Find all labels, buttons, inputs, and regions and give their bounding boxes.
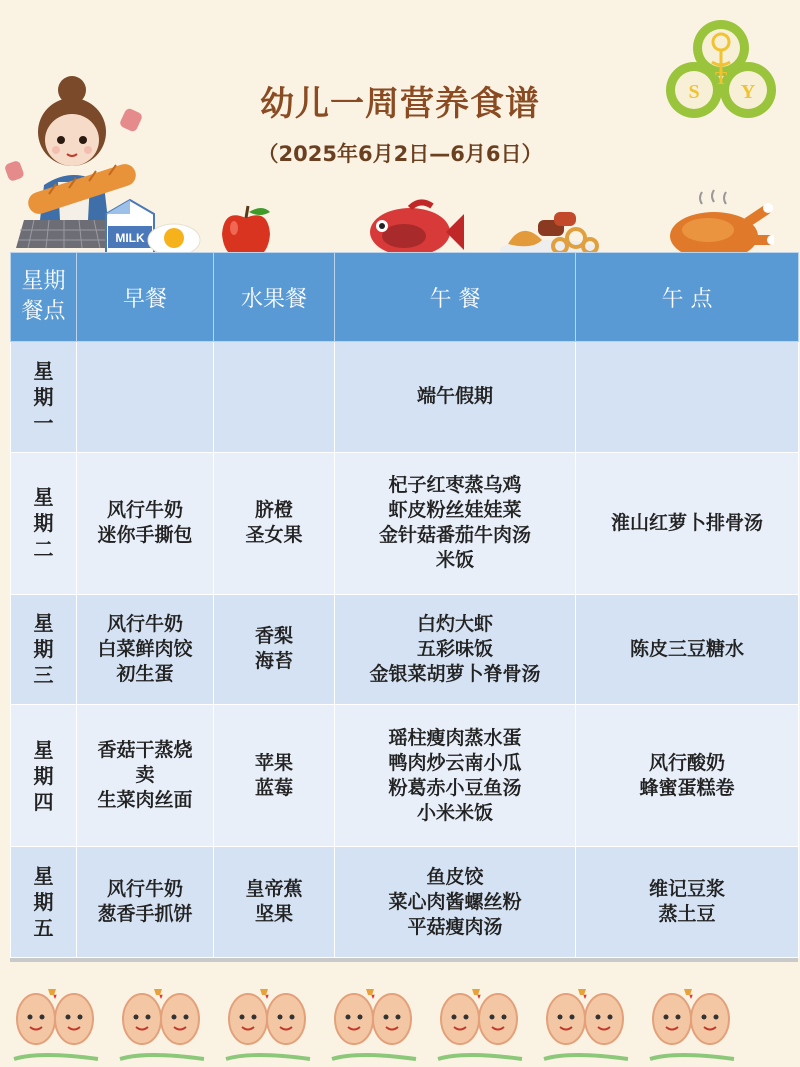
menu-item: 卖: [135, 764, 155, 787]
snack-cell: [576, 452, 799, 594]
menu-item: 风行牛奶: [106, 499, 183, 522]
logo-letter-s: S: [688, 81, 700, 103]
menu-item: 初生蛋: [116, 662, 174, 685]
table-shadow: [10, 958, 798, 962]
header-fruit: 水果餐: [214, 253, 335, 342]
menu-item: 海苔: [254, 650, 293, 673]
menu-item: 杞子红枣蒸乌鸡: [388, 474, 522, 497]
day-char: 星: [33, 864, 54, 889]
milk-label: MILK: [115, 231, 145, 245]
logo-letter-y: Y: [740, 81, 756, 103]
day-char: 四: [33, 789, 54, 814]
menu-item: 五彩味饭: [416, 637, 493, 660]
breakfast-cell: [77, 594, 214, 705]
menu-item: 生菜肉丝面: [97, 789, 193, 812]
menu-item: 风行酸奶: [648, 751, 725, 774]
snack-cell: [576, 847, 799, 958]
lunch-cell: [335, 705, 576, 847]
menu-item: 坚果: [254, 903, 293, 926]
menu-item: 香梨: [254, 625, 293, 648]
page-title: 幼儿一周营养食谱: [260, 84, 540, 124]
menu-item: 金针菇番茄牛肉汤: [378, 524, 531, 547]
table-row: [11, 594, 799, 705]
menu-item: 瑶柱瘦肉蒸水蛋: [388, 726, 522, 749]
menu-item: 小米米饭: [416, 801, 493, 824]
egg-pair: [120, 989, 204, 1059]
fruit-cell: [214, 847, 335, 958]
menu-item: 粉葛赤小豆鱼汤: [388, 776, 522, 799]
header-snack: 午 点: [576, 253, 799, 342]
day-char: 三: [33, 663, 54, 688]
menu-item: 脐橙: [254, 499, 293, 522]
header-corner-weekday: 星期: [21, 269, 66, 294]
menu-item: 鸭肉炒云南小瓜: [388, 751, 522, 774]
egg-pair: [438, 989, 522, 1059]
lunch-cell: [335, 452, 576, 594]
menu-item: 风行牛奶: [106, 612, 183, 635]
day-label: [11, 594, 77, 705]
header-corner: [11, 253, 77, 342]
day-char: 星: [33, 737, 54, 762]
fruit-cell: [214, 452, 335, 594]
day-label: [11, 452, 77, 594]
lunch-cell: [335, 847, 576, 958]
menu-item: 圣女果: [245, 524, 303, 547]
day-char: 星: [33, 358, 54, 383]
day-char: 星: [33, 611, 54, 636]
fruit-cell: [214, 342, 335, 453]
day-char: 期: [33, 890, 54, 915]
menu-item: 米饭: [435, 549, 474, 572]
menu-item: 淮山红萝卜排骨汤: [610, 511, 763, 534]
egg-pair: [650, 989, 734, 1059]
table-row: [11, 705, 799, 847]
logo-letter-t: T: [714, 68, 728, 88]
menu-item: 蒸土豆: [658, 903, 716, 926]
table-header-row: [11, 253, 799, 342]
snack-cell: [576, 594, 799, 705]
header-lunch: 午 餐: [335, 253, 576, 342]
menu-item: 平菇瘦肉汤: [407, 915, 503, 938]
day-char: 星: [33, 485, 54, 510]
day-label: [11, 847, 77, 958]
date-range: （2025年6月2日—6月6日）: [257, 142, 543, 166]
holiday-cell: 端午假期: [335, 342, 576, 453]
breakfast-cell: [77, 847, 214, 958]
day-char: 期: [33, 763, 54, 788]
day-char: 二: [33, 537, 54, 562]
school-logo: [662, 18, 780, 124]
fruit-cell: [214, 705, 335, 847]
table-row: [11, 847, 799, 958]
day-char: 期: [33, 511, 54, 536]
snack-cell: [576, 705, 799, 847]
lunch-cell: [335, 594, 576, 705]
menu-item: 风行牛奶: [106, 878, 183, 901]
table-row: [11, 342, 799, 453]
day-char: 五: [33, 916, 54, 941]
breakfast-cell: [77, 342, 214, 453]
menu-item: 香菇干蒸烧: [97, 739, 193, 762]
breakfast-cell: [77, 452, 214, 594]
egg-characters-border: [0, 975, 800, 1067]
menu-item: 蓝莓: [254, 776, 293, 799]
menu-item: 菜心肉酱螺丝粉: [388, 890, 522, 913]
day-char: 期: [33, 637, 54, 662]
breakfast-cell: [77, 705, 214, 847]
egg-pair: [544, 989, 628, 1059]
menu-item: 白菜鲜肉饺: [97, 637, 193, 660]
table-row: [11, 452, 799, 594]
menu-item: 皇帝蕉: [245, 878, 303, 901]
fruit-cell: [214, 594, 335, 705]
snack-cell: [576, 342, 799, 453]
menu-item: 维记豆浆: [648, 878, 725, 901]
menu-item: 金银菜胡萝卜脊骨汤: [369, 662, 541, 685]
menu-item: 葱香手抓饼: [97, 903, 193, 926]
egg-pair: [332, 989, 416, 1059]
day-label: [11, 705, 77, 847]
day-label: [11, 342, 77, 453]
header-breakfast: 早餐: [77, 253, 214, 342]
menu-item: 苹果: [254, 751, 293, 774]
menu-item: 白灼大虾: [416, 612, 493, 635]
menu-item: 鱼皮饺: [426, 865, 484, 888]
menu-item: 蜂蜜蛋糕卷: [639, 776, 735, 799]
day-char: 期: [33, 384, 54, 409]
menu-item: 陈皮三豆糖水: [629, 637, 744, 660]
menu-item: 迷你手撕包: [97, 524, 193, 547]
egg-pair: [226, 989, 310, 1059]
header-corner-meal: 餐点: [21, 299, 66, 324]
day-char: 一: [33, 410, 54, 435]
menu-item: 虾皮粉丝娃娃菜: [388, 499, 522, 522]
weekly-menu-table: [10, 252, 799, 958]
